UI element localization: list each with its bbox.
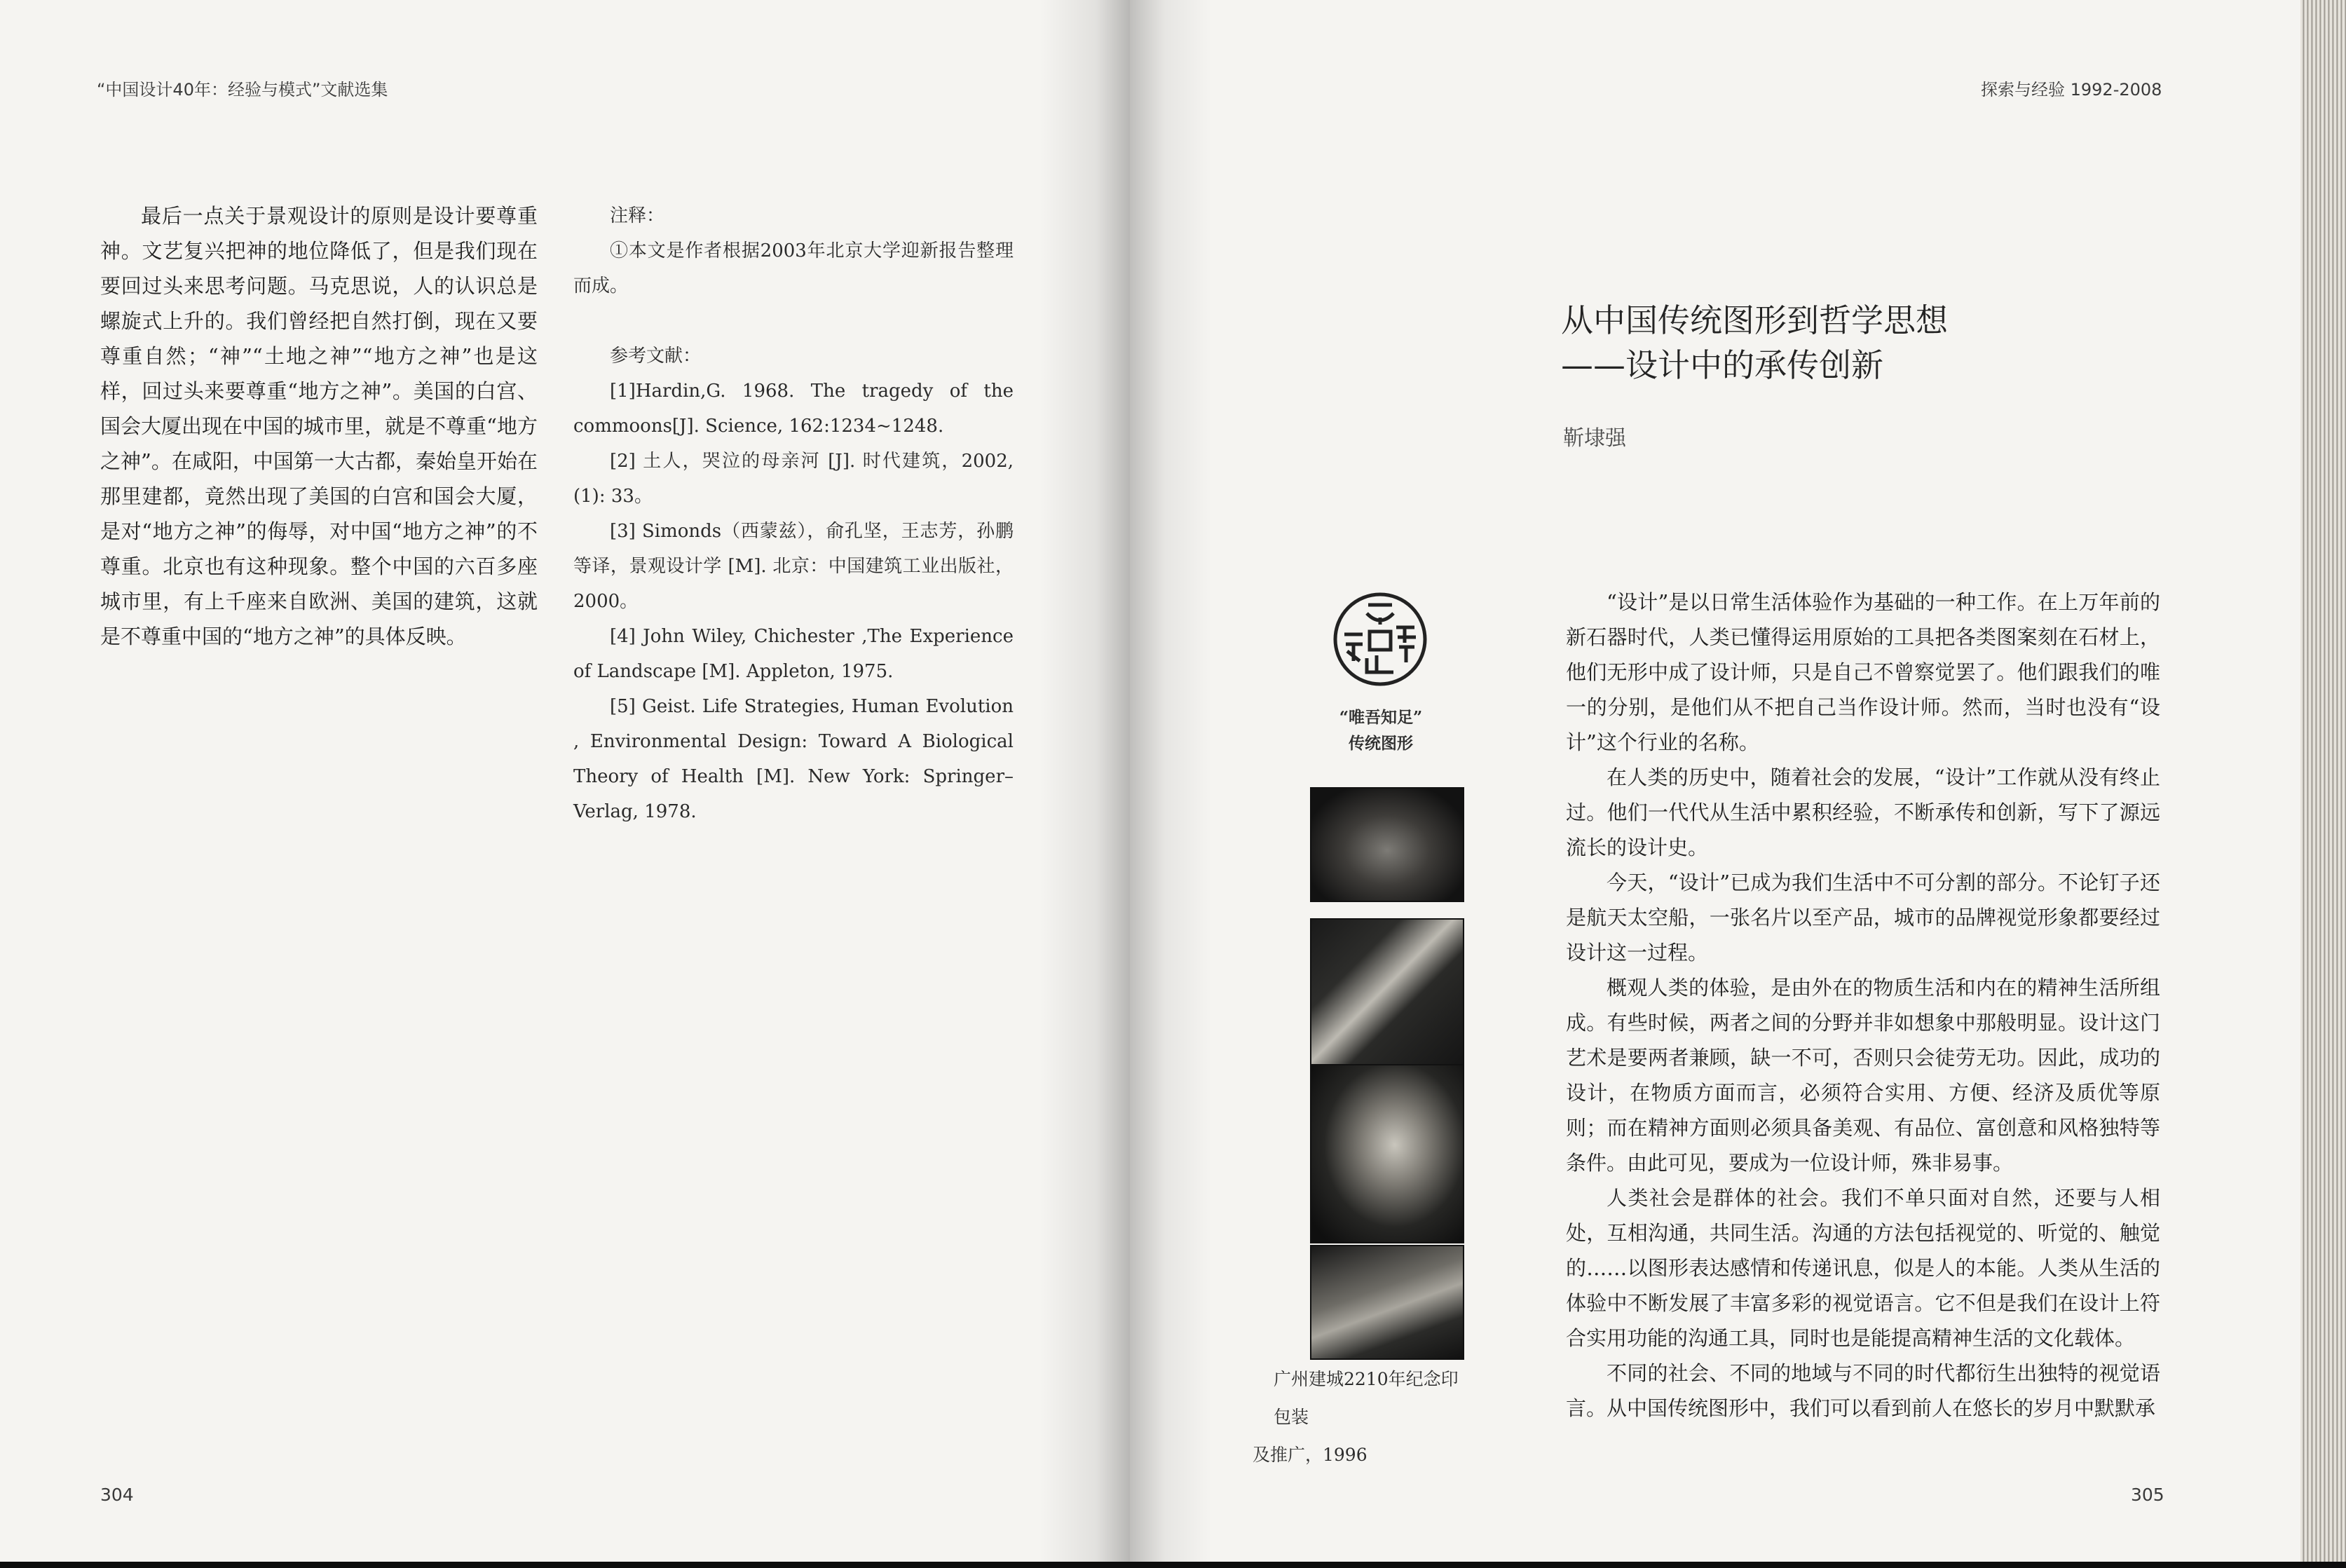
- spacer: [573, 304, 1014, 339]
- title-line: ——设计中的承传创新: [1561, 346, 1883, 384]
- body-paragraph: 在人类的历史中，随着社会的发展，“设计”工作就从没有终止过。他们一代代从生活中累积经验，不断承传和创新，写下了源远流长的设计史。: [1566, 765, 2160, 859]
- body-paragraph: 概观人类的体验，是由外在的物质生活和内在的精神生活所组成。有些时候，两者之间的分野并非如想象中那般明显。设计这门艺术是要两者兼顾，缺一不可，否则只会徒劳无功。因此，成功的设计，在物质方面而言，必须符合实用、方便、经济及质优等原则；而在精神方面则必须具备美观、有品位、富创意和风格独特等条件。由此可见，要成为一位设计师，殊非易事。: [1566, 976, 2160, 1175]
- title-line: 从中国传统图形到哲学思想: [1561, 301, 1948, 339]
- reference-item: [2] 土人，哭泣的母亲河 [J]. 时代建筑，2002,(1): 33。: [573, 451, 1014, 507]
- references-heading: 参考文献：: [610, 346, 702, 367]
- scan-border: [0, 1562, 2346, 1568]
- seal-caption-line: 传统图形: [1349, 734, 1413, 753]
- reference-item: [5] Geist. Life Strategies, Human Evolution , Environmental Design: Toward A Biological Theory of Health [M]. New York: Springer–Verlag, 1978.: [573, 696, 1014, 822]
- reference-item: [4] John Wiley, Chichester ,The Experience of Landscape [M]. Appleton, 1975.: [573, 626, 1014, 682]
- running-head: 探索与经验 1992-2008: [1981, 80, 2162, 100]
- seal-caption-line: “唯吾知足”: [1339, 708, 1423, 727]
- page-number: 304: [100, 1485, 134, 1505]
- photo-caption-line: 广州建城2210年纪念印包装: [1274, 1369, 1459, 1427]
- body-paragraph: 最后一点关于景观设计的原则是设计要尊重神。文艺复兴把神的地位降低了，但是我们现在要回过头来思考问题。马克思说，人的认识总是螺旋式上升的。我们曾经把自然打倒，现在又要尊重自然；“神”“土地之神”“地方之神”也是这样，回过头来要尊重“地方之神”。美国的白宫、国会大厦出现在中国的城市里，就是不尊重“地方之神”。在咸阳，中国第一大古都，秦始皇开始在那里建都，竟然出现了美国的白宫和国会大厦，是对“地方之神”的侮辱，对中国“地方之神”的不尊重。北京也有这种现象。整个中国的六百多座城市里，有上千座来自欧洲、美国的建筑，这就是不尊重中国的“地方之神”的具体反映。: [100, 204, 538, 648]
- page-edges: [2300, 0, 2346, 1562]
- packaging-photo-3: [1310, 1064, 1464, 1243]
- author-name: 靳埭强: [1563, 426, 1626, 451]
- traditional-seal-icon: [1332, 591, 1428, 688]
- body-paragraph: “设计”是以日常生活体验作为基础的一种工作。在上万年前的新石器时代，人类已懂得运用原始的工具把各类图案刻在石材上，他们无形中成了设计师，只是自己不曾察觉罢了。他们跟我们的唯一的分别，是他们从不把自己当作设计师。然而，当时也没有“设计”这个行业的名称。: [1566, 590, 2160, 754]
- packaging-photo-2: [1310, 918, 1464, 1065]
- note-item: ①本文是作者根据2003年北京大学迎新报告整理而成。: [573, 240, 1014, 296]
- left-body-column: [100, 198, 538, 654]
- notes-heading: 注释：: [610, 205, 665, 226]
- body-paragraph: 人类社会是群体的社会。我们不单只面对自然，还要与人相处，互相沟通，共同生活。沟通的方法包括视觉的、听觉的、触觉的……以图形表达感情和传递讯息，似是人的本能。人类从生活的体验中不断发展了丰富多彩的视觉语言。它不但是我们在设计上符合实用功能的沟通工具，同时也是能提高精神生活的文化载体。: [1566, 1186, 2160, 1350]
- right-body-column: [1566, 585, 2160, 1426]
- reference-item: [3] Simonds（西蒙兹），俞孔坚，王志芳，孙鹏等译，景观设计学 [M]. 北京：中国建筑工业出版社，2000。: [573, 521, 1014, 612]
- right-page: [1130, 0, 2300, 1562]
- body-paragraph: 不同的社会、不同的地域与不同的时代都衍生出独特的视觉语言。从中国传统图形中，我们可以看到前人在悠长的岁月中默默承: [1566, 1361, 2160, 1420]
- left-page: [0, 0, 1130, 1562]
- article-title: [1561, 298, 1948, 388]
- photo-caption: [1253, 1361, 1463, 1474]
- reference-item: [1]Hardin,G. 1968. The tragedy of the commoons[J]. Science, 162:1234~1248.: [573, 381, 1014, 437]
- photo-caption-line: 及推广，1996: [1253, 1445, 1368, 1465]
- packaging-photo-4: [1310, 1245, 1464, 1360]
- seal-caption: [1316, 704, 1446, 756]
- packaging-photo-1: [1310, 787, 1464, 902]
- notes-references-column: [573, 198, 1014, 829]
- page-number: 305: [2131, 1485, 2164, 1505]
- running-head: “中国设计40年：经验与模式”文献选集: [97, 80, 388, 100]
- body-paragraph: 今天，“设计”已成为我们生活中不可分割的部分。不论钉子还是航天太空船，一张名片以至产品，城市的品牌视觉形象都要经过设计这一过程。: [1566, 871, 2160, 964]
